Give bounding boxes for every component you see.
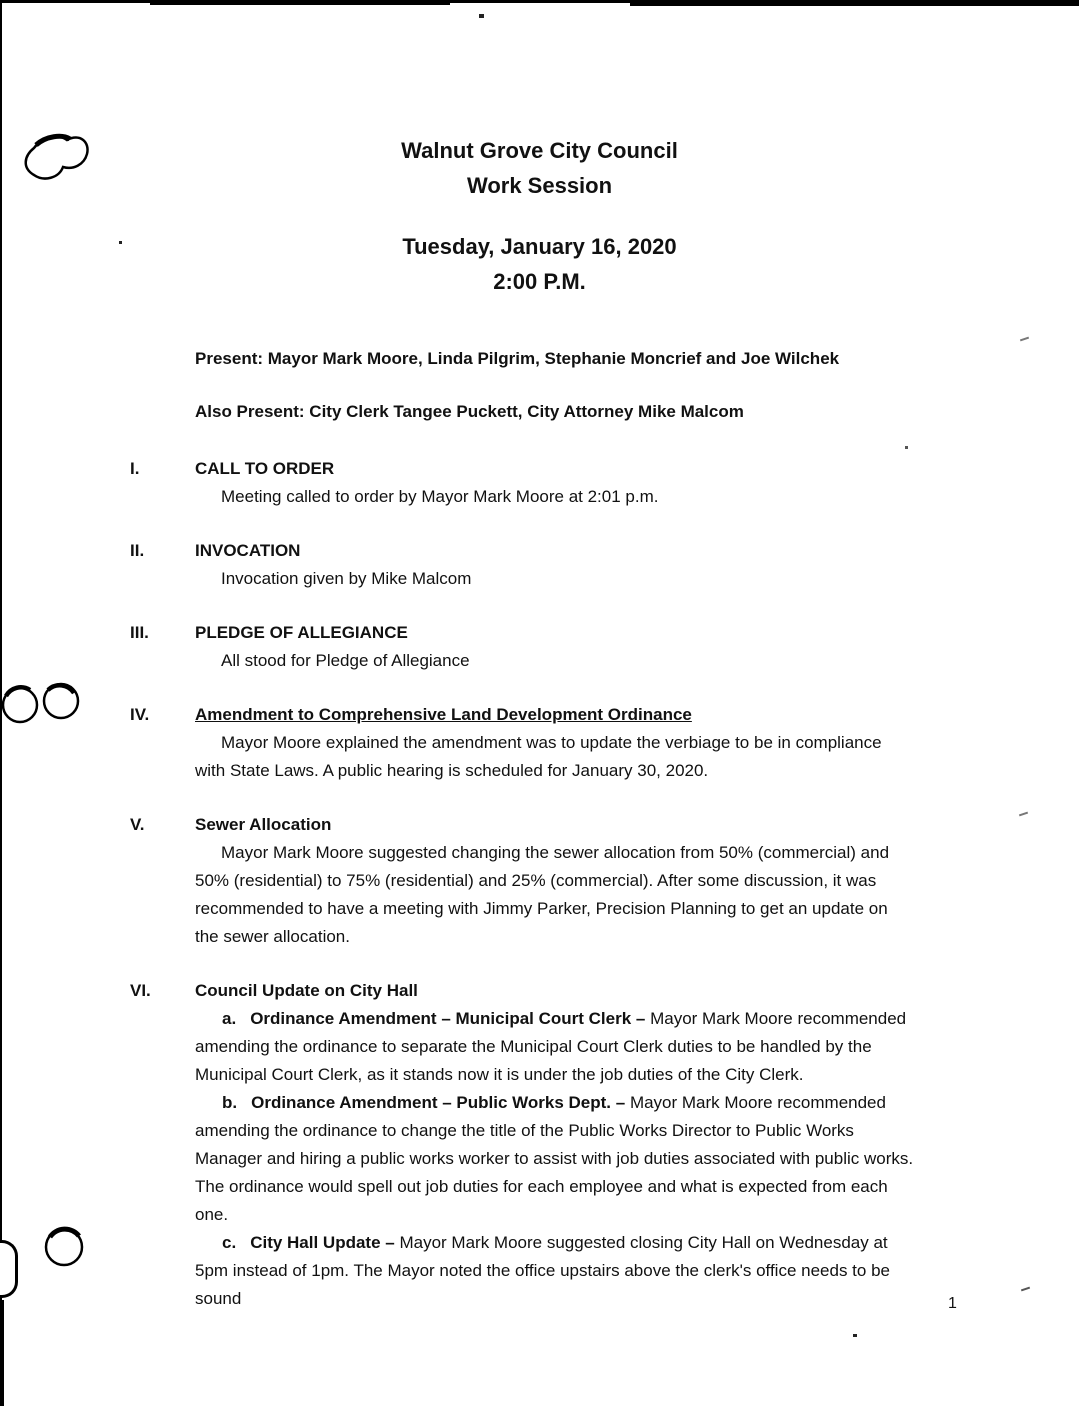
scan-tick-mark — [1020, 337, 1029, 342]
meeting-time: 2:00 P.M. — [493, 269, 586, 294]
document-subtitle: Work Session — [466, 173, 613, 198]
subitem-text: Mayor Mark Moore suggested closing City Hall on Wednesday at 5pm instead of 1pm. The Mayor noted the office upstairs above the clerk's office needs to be sound — [195, 1233, 890, 1308]
item-numeral: III. — [130, 623, 149, 642]
subitem-title: Ordinance Amendment – Municipal Court Clerk – — [250, 1009, 646, 1028]
agenda-item-sewer-allocation — [0, 811, 1079, 951]
item-numeral: II. — [130, 541, 145, 560]
hole-punch-marks — [0, 668, 90, 728]
also-present-line: Also Present: City Clerk Tangee Puckett, City Attorney Mike Malcom — [195, 402, 744, 421]
agenda-item-land-ordinance-amendment — [0, 701, 1079, 785]
meeting-date: Tuesday, January 16, 2020 — [402, 234, 677, 259]
document-title: Walnut Grove City Council — [401, 138, 678, 163]
subitem-a — [195, 1005, 915, 1089]
item-numeral: VI. — [130, 981, 151, 1000]
hole-punch-mark — [38, 1222, 94, 1274]
agenda-item-pledge — [0, 619, 1079, 675]
subitem-b — [195, 1089, 915, 1229]
subitem-text: Mayor Mark Moore recommended amending the ordinance to separate the Municipal Court Clerk duties to be handled by the Municipal Court Clerk, as it stands now it is under the job duties of the City Clerk. — [195, 1009, 907, 1084]
page-number: 1 — [948, 1295, 957, 1312]
subitem-c — [195, 1229, 915, 1313]
item-body: Invocation given by Mike Malcom — [221, 569, 472, 588]
item-body: Mayor Mark Moore suggested changing the sewer allocation from 50% (commercial) and 50% (residential) to 75% (residential) and 25% (commercial). After some discussion, it was recommended to have a meeting with Jimmy Parker, Precision Planning to get an update on the sewer allocation. — [195, 843, 890, 946]
subitem-text: Mayor Mark Moore recommended amending the ordinance to change the title of the Public Works Director to Public Works Manager and hiring a public works worker to assist with job duties associated with public works. The ordinance would spell out job duties for each employee and what is expected from each one. — [195, 1093, 914, 1224]
scan-edge-bump-artifact — [0, 1240, 18, 1298]
item-numeral: I. — [130, 459, 140, 478]
scan-speck — [479, 14, 484, 18]
item-body: Mayor Moore explained the amendment was to update the verbiage to be in compliance with State Laws. A public hearing is scheduled for January 30, 2020. — [195, 733, 882, 780]
ink-blob-mark — [12, 128, 96, 192]
scan-left-edge-artifact — [0, 1300, 4, 1406]
item-heading: Sewer Allocation — [195, 815, 332, 834]
scan-speck — [853, 1334, 857, 1337]
scan-speck — [905, 446, 908, 449]
subitem-title: City Hall Update – — [250, 1233, 395, 1252]
subitem-label: c. — [222, 1233, 237, 1252]
present-line: Present: Mayor Mark Moore, Linda Pilgrim, Stephanie Moncrief and Joe Wilchek — [195, 349, 840, 368]
item-heading: CALL TO ORDER — [195, 459, 335, 478]
item-heading: PLEDGE OF ALLEGIANCE — [195, 623, 408, 642]
scan-top-edge-artifact — [150, 0, 450, 5]
item-heading: Council Update on City Hall — [195, 981, 418, 1000]
item-body: All stood for Pledge of Allegiance — [221, 651, 470, 670]
agenda-item-invocation — [0, 537, 1079, 593]
agenda-item-city-hall-update — [0, 977, 1079, 1313]
item-heading: INVOCATION — [195, 541, 301, 560]
subitem-label: a. — [222, 1009, 237, 1028]
agenda-list — [0, 455, 1079, 1313]
agenda-item-call-to-order — [0, 455, 1079, 511]
scan-speck — [119, 241, 122, 244]
subitem-label: b. — [222, 1093, 238, 1112]
scan-top-edge-artifact — [630, 0, 1079, 6]
item-body: Meeting called to order by Mayor Mark Moore at 2:01 p.m. — [221, 487, 659, 506]
subitem-title: Ordinance Amendment – Public Works Dept. – — [251, 1093, 626, 1112]
item-heading: Amendment to Comprehensive Land Development Ordinance — [195, 705, 692, 724]
item-numeral: V. — [130, 815, 145, 834]
item-numeral: IV. — [130, 705, 150, 724]
